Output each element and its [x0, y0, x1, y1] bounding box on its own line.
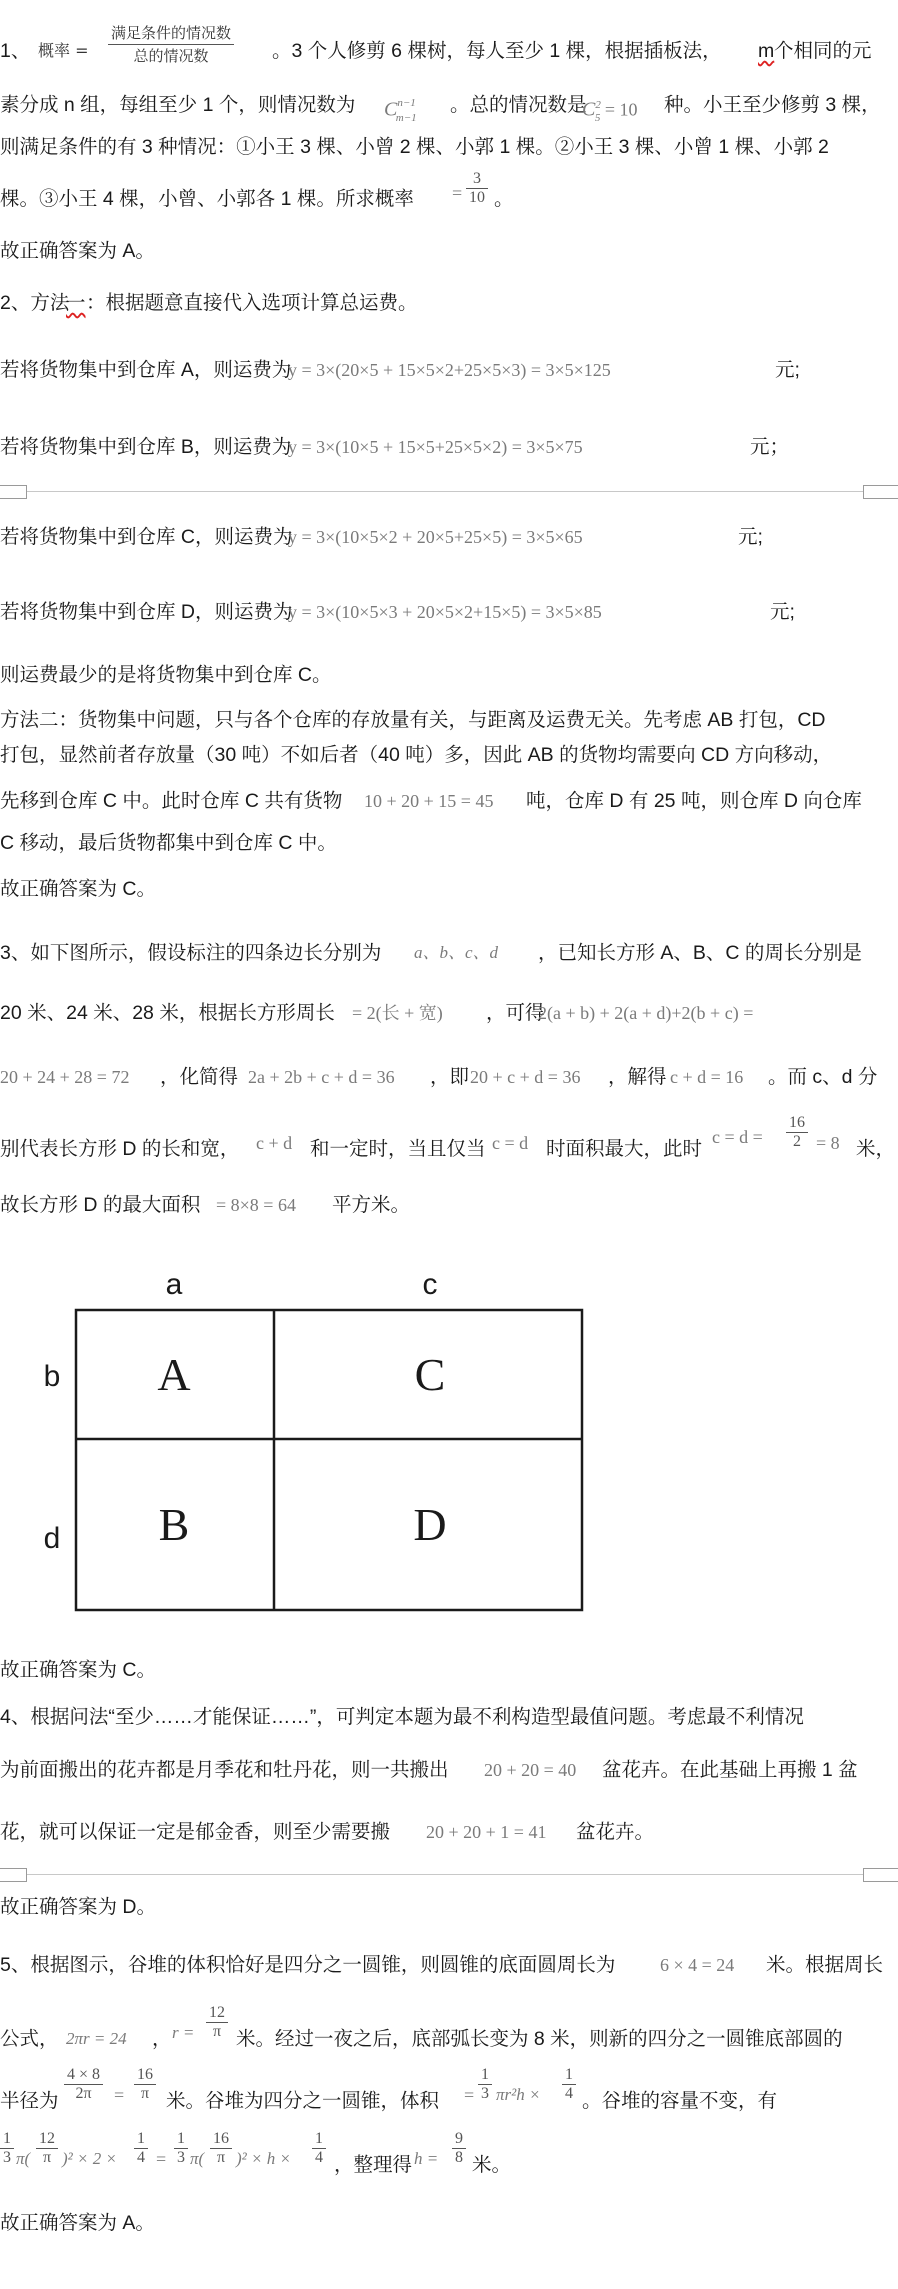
q5-line-2-comma: ，	[152, 2028, 172, 2050]
q1-line-2-total	[582, 90, 638, 133]
q3-line-3-math-c: 20 + c + d = 36	[470, 1067, 581, 1087]
q5-line-3-text-b: 米。谷堆为四分之一圆锥，体积	[166, 2090, 440, 2112]
q5-line-4-frac-5	[210, 2130, 232, 2167]
cell-b: B	[158, 1499, 190, 1550]
q2-conclusion-text: 则运费最少的是将货物集中到仓库 C。	[0, 664, 332, 686]
q2-option-a-unit: 元;	[775, 359, 800, 381]
q3-line-3-math-b: 2a + 2b + c + d = 36	[248, 1067, 395, 1087]
q5-line-3-eq: =	[114, 2085, 125, 2105]
q3-line-5-text: 故长方形 D 的最大面积	[0, 1194, 201, 1216]
q1-comb-c: C	[384, 98, 398, 121]
q2-option-b-text: 若将货物集中到仓库 B，则运费为	[0, 436, 292, 458]
q3-answer-text: 故正确答案为 C。	[0, 1659, 157, 1681]
q1-comb-sub: m−1	[395, 111, 417, 124]
q1-line-2-text-c: 种。小王至少修剪 3 棵，	[664, 94, 881, 116]
q2-method2-line-4-text: C 移动，最后货物都集中到仓库 C 中。	[0, 832, 337, 854]
q4-line-2-text: 为前面搬出的花卉都是月季花和牡丹花，则一共搬出	[0, 1759, 449, 1781]
q5-l4-frac1-num: 1	[0, 2130, 14, 2149]
q5-l4-frac1-den: 3	[3, 2149, 11, 2166]
q1-line-1-text-b: 个相同的元	[774, 40, 872, 62]
q3-line-3-text-b: ，即	[430, 1066, 470, 1088]
q2-heading-b: 一	[66, 292, 86, 314]
q5-line-4-math-4: )² × h ×	[236, 2149, 291, 2168]
q4-answer-text: 故正确答案为 D。	[0, 1896, 157, 1918]
q2-option-b-unit: 元；	[750, 436, 790, 458]
q2-heading-a: 2、方法	[0, 292, 70, 314]
q3-line-4-math-d: = 8	[816, 1133, 840, 1153]
q5-line-2-text: 公式，	[0, 2028, 59, 2050]
q2-option-d-unit: 元;	[770, 601, 795, 623]
q3-line-5-text-b: 平方米。	[332, 1194, 411, 1216]
q5-r-den: π	[212, 2023, 222, 2040]
q4-line-2-math: 20 + 20 = 40	[484, 1760, 577, 1780]
q3-line-3-math-d: c + d = 16	[670, 1067, 744, 1087]
q5-line-4-eq: =	[156, 2149, 167, 2169]
q1-line-2-combination	[384, 90, 417, 133]
q1-line-1-m: m	[758, 40, 775, 62]
q5-frac1-den: 2π	[75, 2085, 92, 2102]
q5-line-2-math: 2πr = 24	[66, 2029, 127, 2048]
q5-line-3-frac-2	[134, 2066, 156, 2103]
q5-line-3-eq-b: =	[464, 2085, 475, 2105]
q1-total-sub: 5	[594, 111, 601, 124]
q5-line-3-frac-3	[478, 2066, 492, 2103]
page-break-left-marker	[0, 485, 27, 499]
page-break-right-marker	[863, 1868, 898, 1882]
q3-line-3-text-d: 。而 c、d 分	[768, 1066, 878, 1088]
q1-comb-sup: n−1	[397, 97, 416, 109]
q3-frac-den: 2	[793, 1133, 801, 1150]
q2-option-b-math: y = 3×(10×5 + 15×5+25×5×2) = 3×5×75	[288, 437, 583, 457]
q3-line-1-text: 3、如下图所示，假设标注的四条边长分别为	[0, 942, 382, 964]
q4-line-3-math: 20 + 20 + 1 = 41	[426, 1822, 547, 1842]
rectangle-figure	[40, 1258, 600, 1618]
page-break-right-marker	[863, 485, 898, 499]
q1-formula-denominator: 总的情况数	[133, 47, 209, 65]
rectangle-diagram	[40, 1258, 600, 1618]
label-left-d: d	[43, 1522, 61, 1555]
q1-line-4-text: 棵。③小王 4 棵，小曾、小郭各 1 棵。所求概率	[0, 188, 414, 210]
q5-line-4-math-1: π(	[16, 2149, 31, 2168]
q2-option-d-math: y = 3×(10×5×3 + 20×5×2+15×5) = 3×5×85	[288, 602, 602, 622]
q5-l4-frac4-num: 1	[174, 2130, 188, 2149]
q5-line-4-frac-3	[134, 2130, 148, 2167]
q5-frac1-num: 4 × 8	[64, 2066, 103, 2085]
q2-option-a-math: y = 3×(20×5 + 15×5×2+25×5×3) = 3×5×125	[288, 360, 611, 380]
q1-line-4-eq: =	[452, 183, 463, 203]
q5-frac4-den: 4	[565, 2085, 573, 2102]
q5-line-4-math-5: h =	[414, 2149, 439, 2168]
q3-line-2-math: = 2(长 + 宽)	[352, 1003, 443, 1023]
q2-option-c-math: y = 3×(10×5×2 + 20×5+25×5) = 3×5×65	[288, 527, 583, 547]
q1-answer-text: 故正确答案为 A。	[0, 240, 155, 262]
q5-l4-frac7-den: 8	[455, 2149, 463, 2166]
q5-line-3-frac-1	[64, 2066, 103, 2103]
q1-prob-num: 3	[466, 170, 488, 189]
label-left-b: b	[43, 1360, 61, 1393]
q5-line-4-frac-2	[36, 2130, 58, 2167]
q2-option-d-text: 若将货物集中到仓库 D，则运费为	[0, 601, 293, 623]
page-break-2	[0, 1868, 898, 1882]
q3-line-2-math-b: 2(a + b) + 2(a + d)+2(b + c) =	[538, 1003, 754, 1023]
q3-line-3-text: ，化简得	[160, 1066, 239, 1088]
q5-line-4-frac-7	[452, 2130, 466, 2167]
q3-frac-num: 16	[786, 1114, 808, 1133]
q2-method2-line-3-text-b: 吨，仓库 D 有 25 吨，则仓库 D 向仓库	[526, 790, 862, 812]
q5-line-1-text: 5、根据图示，谷堆的体积恰好是四分之一圆锥，则圆锥的底面圆周长为	[0, 1954, 616, 1976]
q3-line-4-text-c: 时面积最大，此时	[546, 1138, 703, 1160]
q3-line-4-text: 别代表长方形 D 的长和宽，	[0, 1138, 240, 1160]
q5-line-3-text: 半径为	[0, 2090, 59, 2112]
label-top-c: c	[422, 1268, 438, 1301]
q5-line-1-math: 6 × 4 = 24	[660, 1955, 735, 1975]
q1-prob-den: 10	[469, 189, 485, 206]
q3-line-2-text: 20 米、24 米、28 米，根据长方形周长	[0, 1002, 335, 1024]
q5-l4-frac6-num: 1	[312, 2130, 326, 2149]
q3-line-3-text-c: ，解得	[608, 1066, 667, 1088]
q5-frac4-num: 1	[562, 2066, 576, 2085]
q2-method2-line-3-text: 先移到仓库 C 中。此时仓库 C 共有货物	[0, 790, 343, 812]
q2-option-c-text: 若将货物集中到仓库 C，则运费为	[0, 526, 293, 548]
q5-l4-frac4-den: 3	[177, 2149, 185, 2166]
q3-line-1-text-b: ，已知长方形 A、B、C 的周长分别是	[538, 942, 862, 964]
q5-l4-frac7-num: 9	[452, 2130, 466, 2149]
q1-line-4-end: 。	[494, 188, 514, 210]
q5-line-4-text-b: 米。	[472, 2154, 512, 2176]
q5-line-4-math-2: )² × 2 ×	[62, 2149, 117, 2168]
q1-total-sup: 2	[595, 99, 601, 111]
q5-line-3-text-c: 。谷堆的容量不变，有	[582, 2090, 778, 2112]
q5-line-4-text: ，整理得	[334, 2154, 413, 2176]
q5-frac2-den: π	[140, 2085, 150, 2102]
q5-l4-frac3-num: 1	[134, 2130, 148, 2149]
q2-answer-text: 故正确答案为 C。	[0, 878, 157, 900]
q5-line-3-frac-4	[562, 2066, 576, 2103]
cell-d: D	[413, 1499, 447, 1550]
q1-line-1-text: 。3 个人修剪 6 棵树，每人至少 1 棵，根据插板法，	[272, 40, 722, 62]
q2-method2-line-2-text: 打包，显然前者存放量（30 吨）不如后者（40 吨）多，因此 AB 的货物均需要向 CD 方向移动，	[0, 744, 833, 766]
q5-r-num: 12	[206, 2004, 228, 2023]
q4-line-2-text-b: 盆花卉。在此基础上再搬 1 盆	[602, 1759, 858, 1781]
q2-method2-line-3-math: 10 + 20 + 15 = 45	[364, 791, 494, 811]
q1-probability-fraction	[466, 170, 488, 207]
q5-line-2-math-b: r =	[172, 2023, 195, 2042]
q3-line-3-math: 20 + 24 + 28 = 72	[0, 1067, 130, 1087]
q3-line-4-math: c + d	[256, 1133, 293, 1153]
q3-line-4-math-b: c = d	[492, 1133, 529, 1153]
page-break-1	[0, 485, 898, 499]
q3-line-2-text-b: ，可得	[486, 1002, 545, 1024]
q3-line-1-vars: a、b、c、d	[414, 943, 499, 962]
q5-line-2-text-b: 米。经过一夜之后，底部弧长变为 8 米，则新的四分之一圆锥底部圆的	[236, 2028, 843, 2050]
q1-line-2-text-b: 。总的情况数是	[450, 94, 587, 116]
q3-line-5-math: = 8×8 = 64	[216, 1195, 296, 1215]
q5-l4-frac2-den: π	[42, 2149, 52, 2166]
q1-line-2-text: 素分成 n 组，每组至少 1 个，则情况数为	[0, 94, 356, 116]
q5-l4-frac6-den: 4	[315, 2149, 323, 2166]
q5-frac3-num: 1	[478, 2066, 492, 2085]
q3-line-4-text-b: 和一定时，当且仅当	[310, 1138, 486, 1160]
q5-line-3-math: πr²h ×	[496, 2085, 541, 2104]
q4-line-3-text: 花，就可以保证一定是郁金香，则至少需要搬	[0, 1821, 391, 1843]
q1-formula-numerator: 满足条件的情况数	[108, 22, 234, 45]
q2-method2-line-1-text: 方法二：货物集中问题，只与各个仓库的存放量有关，与距离及运费无关。先考虑 AB 打包，CD	[0, 709, 826, 731]
q5-l4-frac5-num: 16	[210, 2130, 232, 2149]
q5-l4-frac2-num: 12	[36, 2130, 58, 2149]
q1-line-3-text: 则满足条件的有 3 种情况：①小王 3 棵、小曾 2 棵、小郭 1 棵。②小王 3 棵、小曾 1 棵、小郭 2	[0, 136, 829, 158]
q1-formula-fraction	[108, 22, 234, 67]
q1-total-value: = 10	[600, 99, 638, 120]
q5-frac3-den: 3	[481, 2085, 489, 2102]
q5-line-4-frac-6	[312, 2130, 326, 2167]
page-break-left-marker	[0, 1868, 27, 1882]
q5-line-2-fraction	[206, 2004, 228, 2041]
q3-line-4-text-d: 米，	[856, 1138, 896, 1160]
q1-total-c: C	[582, 98, 596, 121]
q1-formula-lhs: 概率 =	[38, 41, 89, 60]
q5-frac2-num: 16	[134, 2066, 156, 2085]
q2-option-a-text: 若将货物集中到仓库 A，则运费为	[0, 359, 292, 381]
q5-line-4-frac-4	[174, 2130, 188, 2167]
q3-line-4-fraction	[786, 1114, 808, 1151]
q5-line-1-text-b: 米。根据周长	[766, 1954, 884, 1976]
q2-option-c-unit: 元;	[738, 526, 763, 548]
q5-l4-frac5-den: π	[216, 2149, 226, 2166]
cell-a: A	[157, 1349, 191, 1400]
q5-line-4-frac-1	[0, 2130, 14, 2167]
q1-number: 1、	[0, 40, 31, 62]
label-top-a: a	[165, 1268, 183, 1301]
q4-line-1-text: 4、根据问法“至少……才能保证……”，可判定本题为最不利构造型最值问题。考虑最不利情况	[0, 1706, 804, 1728]
outer-rectangle	[76, 1310, 582, 1610]
q3-line-4-math-c: c = d =	[712, 1127, 763, 1147]
q4-line-3-text-b: 盆花卉。	[576, 1821, 655, 1843]
cell-c: C	[414, 1349, 446, 1400]
q5-answer-text: 故正确答案为 A。	[0, 2212, 155, 2234]
q5-l4-frac3-den: 4	[137, 2149, 145, 2166]
q5-line-4-math-3: π(	[190, 2149, 205, 2168]
q2-heading-c: ：根据题意直接代入选项计算总运费。	[86, 292, 418, 314]
